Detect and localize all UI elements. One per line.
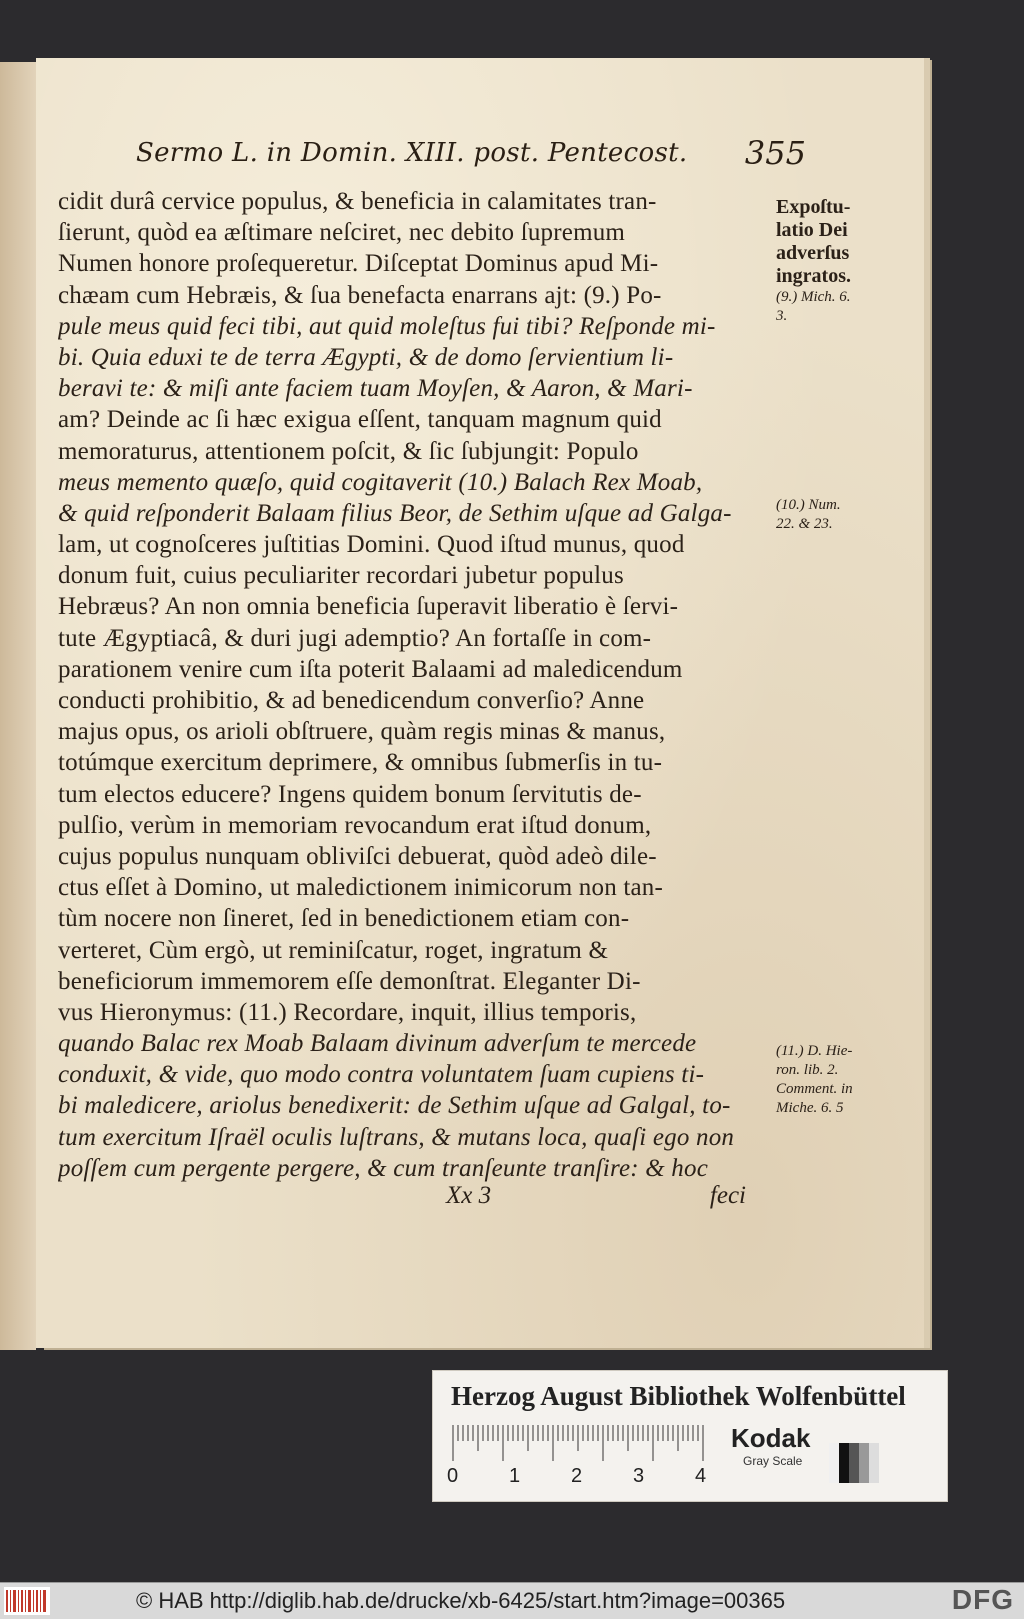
ruler-number: 3 — [633, 1465, 645, 1487]
copyright-link[interactable]: © HAB http://diglib.hab.de/drucke/xb-6425/start.htm?image=00365 — [136, 1588, 786, 1613]
text-line: ctus eſſet à Domino, ut maledictionem inimicorum non tan- — [58, 874, 664, 902]
catchword: feci — [709, 1182, 746, 1209]
ruler-number: 2 — [571, 1465, 583, 1487]
text-line: vus Hieronymus: (11.) Recordare, inquit, illius temporis, — [58, 998, 637, 1026]
text-line: majus opus, os arioli obſtruere, quàm regis minas & manus, — [58, 718, 666, 746]
margin-note-reference: (11.) D. Hie- ron. lib. 2. Comment. in Miche. 6. 5 — [776, 1043, 853, 1116]
text-line: cujus populus nunquam obliviſci debuerat, quòd adeò dile- — [58, 842, 657, 870]
gray-scale-patch — [829, 1443, 879, 1483]
ruler-number: 1 — [509, 1465, 521, 1487]
text-line: lam, ut cognoſceres juſtitias Domini. Quod iſtud munus, quod — [58, 531, 685, 559]
margin-note-heading: Expoſtu- latio Dei adverſus ingratos. — [776, 196, 851, 287]
signature-mark: Xx 3 — [446, 1182, 492, 1209]
text-line: pule meus quid feci tibi, aut quid moleſtus fui tibi? Reſponde mi- — [58, 312, 716, 340]
text-line: cidit durâ cervice populus, & beneficia in calamitates tran- — [58, 188, 657, 215]
text-line: conduxit, & vide, quo modo contra voluntatem ſuam cupiens ti- — [58, 1061, 705, 1089]
text-line: Hebræus? An non omnia beneficia ſuperavit liberatio è ſervi- — [58, 593, 679, 621]
margin-note — [776, 196, 894, 326]
library-color-card — [432, 1370, 948, 1502]
book-page — [36, 58, 924, 1348]
ruler-number: 0 — [447, 1465, 459, 1487]
text-line: bi maledicere, ariolus benedixerit: de Sethim uſque ad Galgal, to- — [58, 1092, 731, 1120]
margin-note — [776, 496, 894, 534]
body-text — [58, 186, 738, 1184]
text-line: beravi te: & miſi ante faciem tuam Moyſen, & Aaron, & Mari- — [58, 375, 693, 403]
text-line: & quid reſponderit Balaam filius Beor, de Sethim uſque ad Galga- — [58, 499, 732, 527]
text-line: verteret, Cùm ergò, ut reminiſcatur, roget, ingratum & — [58, 936, 609, 964]
text-line: Numen honore proſequeretur. Diſceptat Dominus apud Mi- — [58, 250, 659, 278]
text-line: chæam cum Hebræis, & ſua benefacta enarrans ajt: (9.) Po- — [58, 281, 662, 309]
text-line: parationem venire cum iſta poterit Balaami ad maledicendum — [58, 655, 683, 683]
kodak-label — [731, 1423, 827, 1468]
text-line: bi. Quia eduxi te de terra Ægypti, & de domo ſervientium li- — [58, 343, 674, 371]
text-line: tùm nocere non ſineret, ſed in benedictionem etiam con- — [58, 905, 630, 933]
dfg-logo: DFG — [951, 1584, 1014, 1615]
text-line: pulſio, verùm in memoriam revocandum erat iſtud donum, — [58, 811, 652, 839]
text-line: conducti prohibitio, & ad benedicendum converſio? Anne — [58, 687, 645, 714]
text-line: totúmque exercitum deprimere, & omnibus ſubmerſis in tu- — [58, 749, 663, 777]
running-head — [136, 134, 806, 178]
text-line: tum electos educere? Ingens quidem bonum ſervitutis de- — [58, 780, 642, 808]
text-line: am? Deinde ac ſi hæc exigua eſſent, tanquam magnum quid — [58, 406, 662, 434]
text-line: beneficiorum immemorem eſſe demonſtrat. Eleganter Di- — [58, 967, 641, 995]
ruler-ticks — [451, 1423, 707, 1463]
scale-ruler — [447, 1423, 707, 1487]
previous-page-edge — [0, 62, 36, 1350]
text-line: meus memento quæſo, quid cogitaverit (10.) Balach Rex Moab, — [58, 468, 703, 496]
ruler-number: 4 — [695, 1465, 707, 1487]
text-line: ſierunt, quòd ea æſtimare neſciret, nec debito ſupremum — [58, 219, 626, 247]
running-title: Sermo L. in Domin. XIII. post. Pentecost. — [136, 138, 688, 168]
margin-note-reference: (10.) Num. 22. & 23. — [776, 497, 841, 532]
text-line: donum fuit, cuius peculiariter recordari jubetur populus — [58, 562, 624, 590]
text-line: tum exercitum Iſraël oculis luſtrans, & mutans loca, quaſi ego non — [58, 1123, 735, 1151]
kodak-brand: Kodak — [731, 1423, 811, 1453]
margin-note-reference: (9.) Mich. 6. 3. — [776, 289, 851, 324]
barcode-icon — [4, 1587, 50, 1615]
text-line: quando Balac rex Moab Balaam divinum adverſum te mercede — [58, 1030, 697, 1058]
viewer-footer — [0, 1582, 1024, 1619]
text-line: poſſem cum pergente pergere, & cum tranſeunte tranſire: & hoc — [58, 1154, 709, 1182]
library-name: Herzog August Bibliothek Wolfenbüttel — [451, 1381, 906, 1411]
text-line: tute Ægyptiacâ, & duri jugi ademptio? An fortaſſe in com- — [58, 624, 652, 652]
page-footer-line — [446, 1182, 746, 1212]
text-line: memoraturus, attentionem poſcit, & ſic ſubjungit: Populo — [58, 437, 639, 465]
kodak-subtitle: Gray Scale — [743, 1454, 803, 1468]
page-number: 355 — [744, 134, 806, 172]
margin-note — [776, 1042, 894, 1118]
